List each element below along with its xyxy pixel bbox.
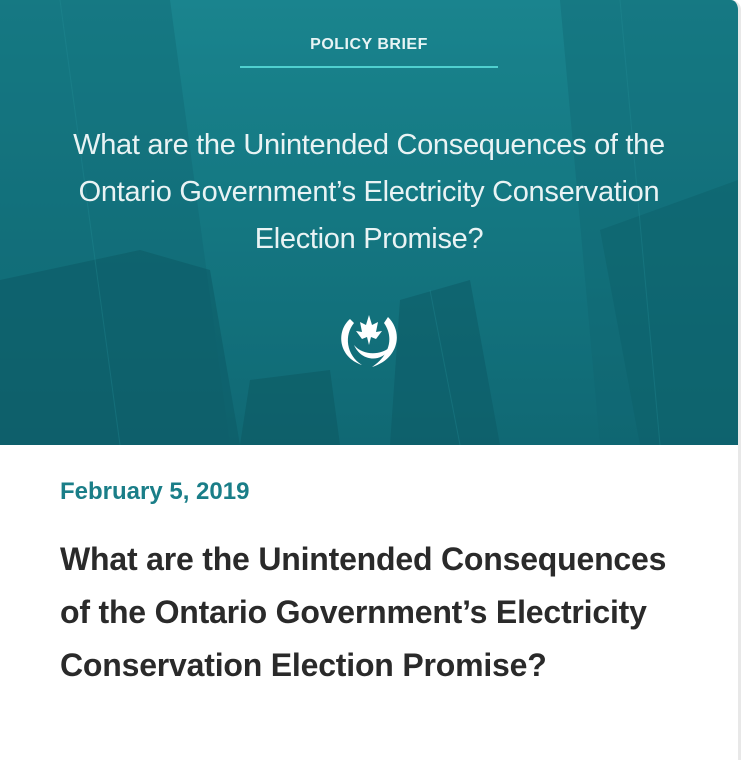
- publish-date: February 5, 2019: [60, 478, 250, 505]
- policy-brief-label: POLICY BRIEF: [310, 36, 428, 53]
- banner-title: What are the Unintended Consequences of the Ontario Government’s Electricity Conservation Election Promise?: [73, 129, 665, 255]
- article-title-link[interactable]: What are the Unintended Consequences of the Ontario Government’s Electricity Conservation Election Promise?: [60, 541, 667, 683]
- maple-leaf-swirl-logo-icon: [332, 305, 406, 371]
- eyebrow-divider: [240, 66, 498, 68]
